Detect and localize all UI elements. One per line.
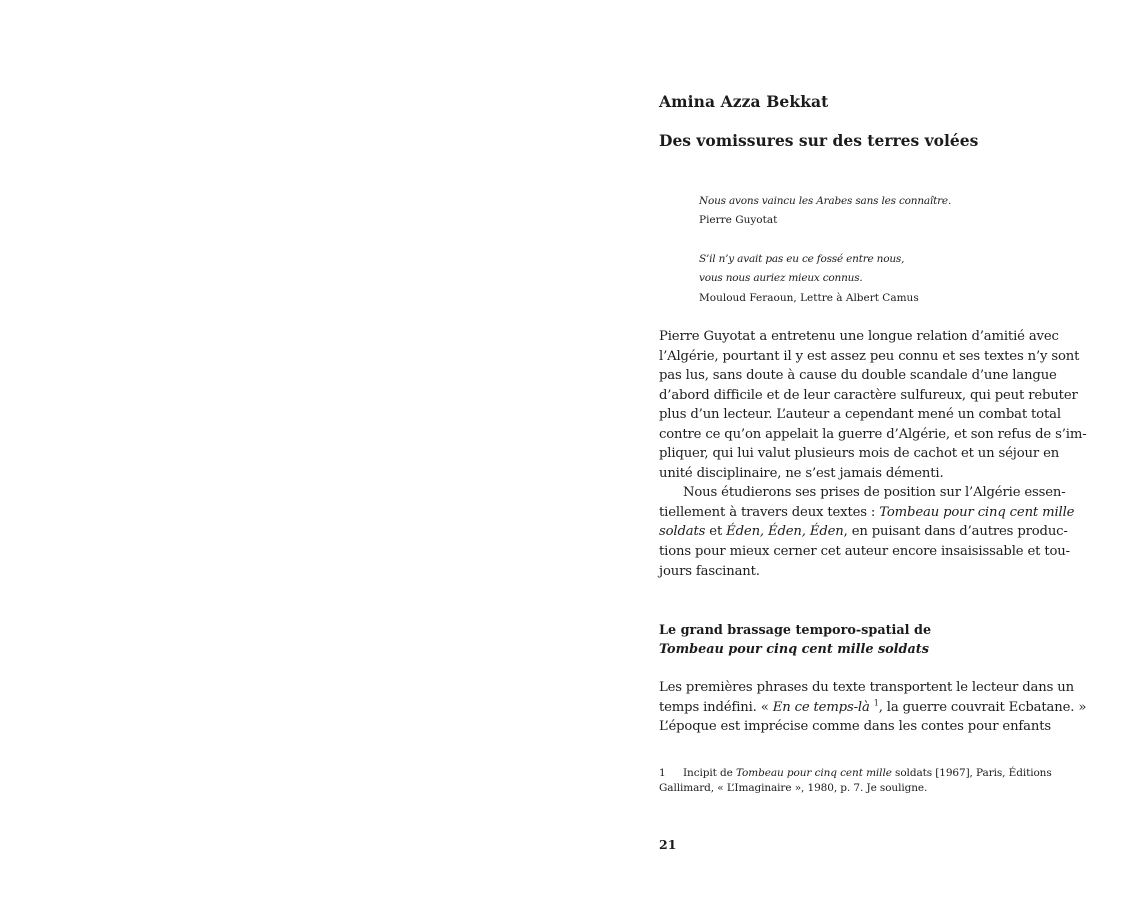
chapter-author: Amina Azza Bekkat: [659, 92, 829, 111]
text-run: Incipit de: [683, 767, 736, 779]
text-run: soldats [1967], Paris, Éditions: [891, 767, 1052, 779]
paragraph-line: contre ce qu’on appelait la guerre d’Algérie, et son refus de s’im-: [659, 426, 1087, 442]
book-title-italic: Tombeau pour cinq cent mille: [735, 767, 892, 779]
footnote-line: [659, 766, 1050, 781]
footnote-line: Gallimard, « L’Imaginaire », 1980, p. 7. Je souligne.: [659, 782, 928, 794]
footnote-reference[interactable]: 1: [873, 698, 879, 708]
chapter-title: Des vomissures sur des terres volées: [659, 131, 979, 150]
paragraph-line: d’abord difficile et de leur caractère sulfureux, qui peut rebuter: [659, 387, 1078, 403]
paragraph-line: plus d’un lecteur. L’auteur a cependant mené un combat total: [659, 407, 1061, 423]
paragraph-line: Les premières phrases du texte transportent le lecteur dans un: [659, 680, 1074, 695]
body-paragraphs-intro: [659, 327, 1087, 581]
paragraph-line: [659, 522, 1068, 542]
text-run: temps indéfini. «: [659, 699, 773, 715]
text-run: , en puisant dans d’autres produc-: [843, 524, 1068, 540]
section-heading: [659, 621, 931, 660]
body-paragraph-section: [659, 678, 1087, 737]
book-title-italic: Tombeau pour cinq cent mille: [879, 504, 1075, 520]
text-run: , la guerre couvrait Ecbatane. »: [878, 699, 1087, 715]
paragraph-line: [659, 698, 1087, 718]
text-run: tiellement à travers deux textes :: [659, 504, 880, 520]
epigraph-quote-line: Nous avons vaincu les Arabes sans les connaître.: [699, 195, 952, 207]
paragraph-line: Pierre Guyotat a entretenu une longue relation d’amitié avec: [659, 329, 1059, 344]
paragraph-line: L’époque est imprécise comme dans les contes pour enfants: [659, 719, 1051, 735]
epigraph-quote-line: S’il n’y avait pas eu ce fossé entre nous,: [699, 253, 905, 265]
epigraph-quote-line: vous nous auriez mieux connus.: [699, 272, 863, 285]
book-title-italic: soldats: [659, 524, 706, 540]
paragraph-line: Nous étudierons ses prises de position sur l’Algérie essen-: [683, 485, 1066, 501]
paragraph-line: tions pour mieux cerner cet auteur encore insaisissable et tou-: [659, 544, 1070, 560]
paragraph-line: [659, 503, 1075, 523]
quote-italic: En ce temps-là: [772, 699, 870, 715]
page-number: 21: [659, 837, 677, 852]
section-heading-line: Le grand brassage temporo-spatial de: [659, 623, 932, 638]
paragraph-line: unité disciplinaire, ne s’est jamais démenti.: [659, 465, 944, 481]
paragraph-line: jours fascinant.: [659, 563, 760, 579]
footnote: [659, 766, 1050, 796]
paragraph-line: l’Algérie, pourtant il y est assez peu connu et ses textes n’y sont: [659, 348, 1080, 364]
footnote-number: 1: [659, 767, 666, 779]
section-heading-line-italic: Tombeau pour cinq cent mille soldats: [659, 642, 929, 658]
paragraph-line: pas lus, sans doute à cause du double scandale d’une langue: [659, 368, 1057, 384]
epigraph-attribution: Pierre Guyotat: [699, 214, 778, 227]
text-run: et: [705, 524, 727, 540]
epigraph-feraoun: [699, 250, 919, 308]
book-title-italic: Éden, Éden, Éden: [726, 524, 844, 540]
epigraph-guyotat: [699, 192, 951, 231]
epigraph-attribution: Mouloud Feraoun, Lettre à Albert Camus: [699, 291, 919, 304]
paragraph-line: pliquer, qui lui valut plusieurs mois de cachot et un séjour en: [659, 446, 1060, 462]
right-page: [659, 0, 1087, 905]
